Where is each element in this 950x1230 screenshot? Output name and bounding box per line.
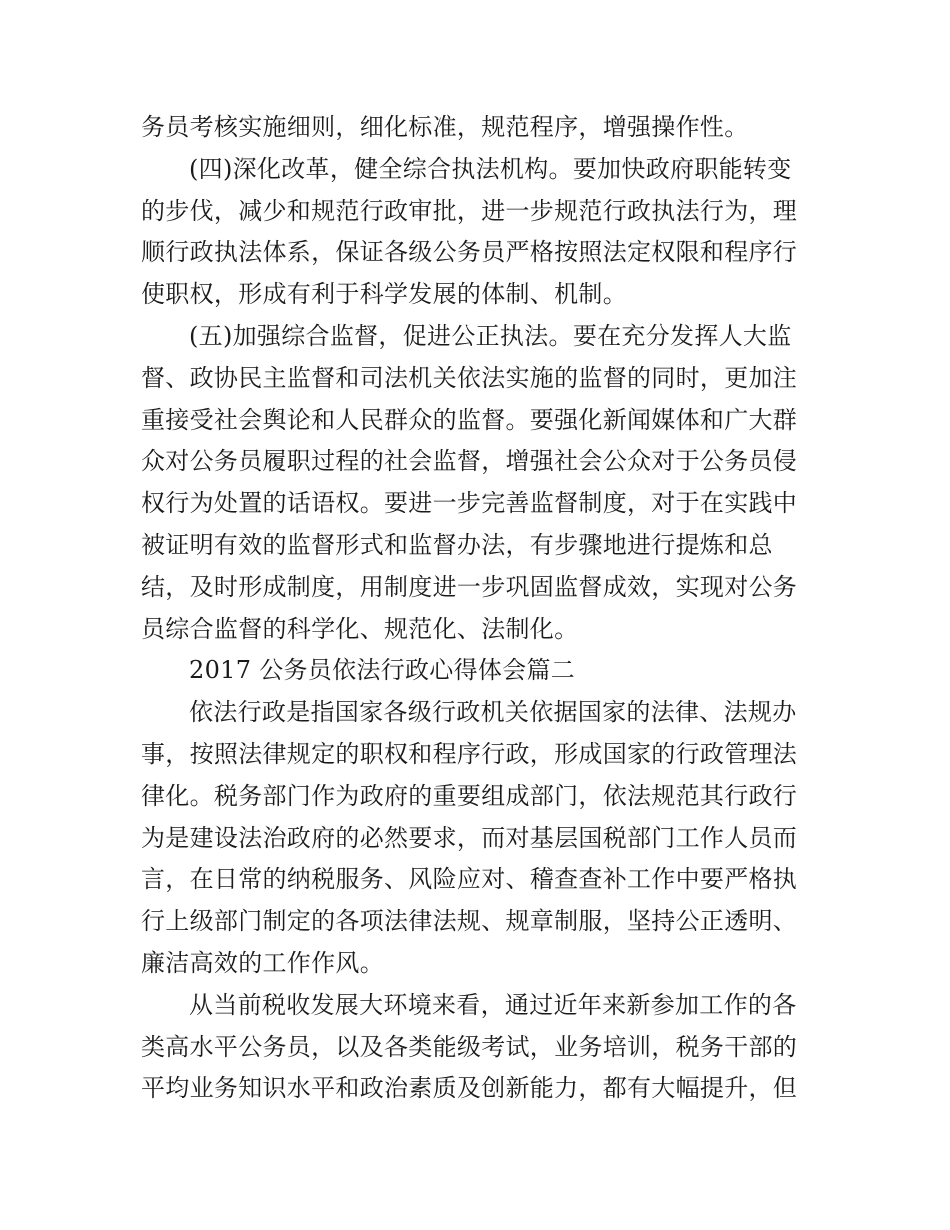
paragraph-context: 从当前税收发展大环境来看，通过近年来新参加工作的各 类高水平公务员，以及各类能级考试，业务培训，税务干部的 平均业务知识水平和政治素质及创新能力，都有大幅提升，但: [141, 990, 798, 1103]
paragraph-section-five: (五)加强综合监督，促进公正执法。要在充分发挥人大监 督、政协民主监督和司法机关依法实施的监督的同时，更加注 重接受社会舆论和人民群众的监督。要强化新闻媒体和广大群 众对公务员履职过程的社会监督，增强社会公众对于公务员侵 权行为处置的话语权。要进一步完善监督制度，对于在实践中 被证明有效的监督形式和监督办法，有步骤地进行提炼和总 结，及时形成制度，用制度进一步巩固监督成效，实现对公务 员综合监督的科学化、规范化、法制化。: [141, 321, 798, 643]
paragraph-intro: 依法行政是指国家各级行政机关依据国家的法律、法规办 事，按照法律规定的职权和程序行政，形成国家的行政管理法 律化。税务部门作为政府的重要组成部门，依法规范其行政行 为是建设法治政府的必然要求，而对基层国税部门工作人员而 言，在日常的纳税服务、风险应对、稽查查补工作中要严格执 行上级部门制定的各项法律法规、规章制服，坚持公正透明、 廉洁高效的工作作风。: [141, 698, 798, 977]
section-heading: 2017 公务员依法行政心得体会篇二: [189, 656, 576, 685]
paragraph-continuation: 务员考核实施细则，细化标准，规范程序，增强操作性。: [141, 113, 749, 141]
document-body: [141, 107, 821, 1110]
paragraph-section-four: (四)深化改革，健全综合执法机构。要加快政府职能转变 的步伐，减少和规范行政审批，进一步规范行政执法行为，理 顺行政执法体系，保证各级公务员严格按照法定权限和程序行 使职权，形成有利于科学发展的体制、机制。: [141, 154, 798, 309]
